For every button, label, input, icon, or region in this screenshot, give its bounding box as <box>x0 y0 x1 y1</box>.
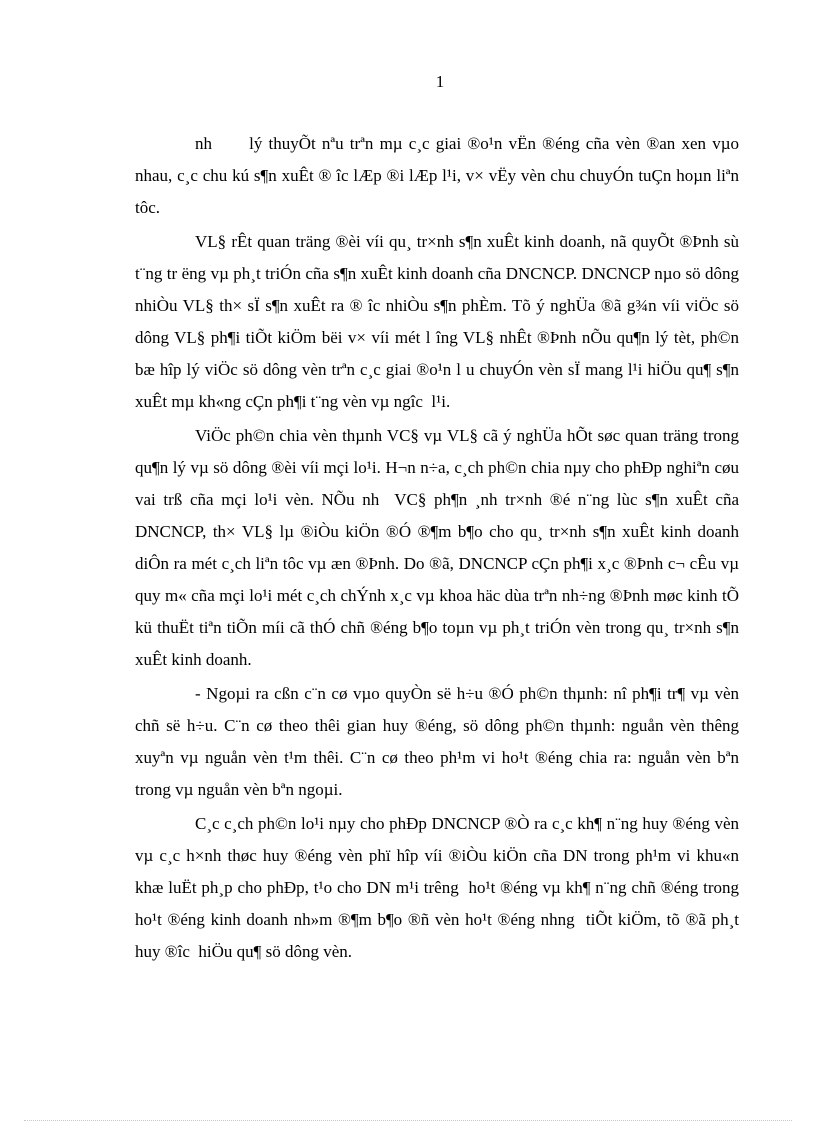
page-number: 1 <box>435 72 445 91</box>
paragraph: - Ngoµi ra cßn c¨n cø vµo quyÒn së h÷u ®Ó ph©n thµnh: nî ph¶i tr¶ vµ vèn chñ së h÷u. C¨n cø theo thêi gian huy ®éng, sö dông ph©n thµnh: nguån vèn thêng xuyªn vµ nguån vèn t¹m thêi. C¨n cø theo ph¹m vi ho¹t ®éng chia ra: nguån vèn bªn trong vµ nguån vèn bªn ngoµi. <box>135 684 748 799</box>
page-bottom-divider <box>24 1120 792 1121</box>
paragraph: VL§ rÊt quan träng ®èi víi qu¸ tr×nh s¶n xuÊt kinh doanh, nã quyÕt ®Þnh sù t¨ng tr ëng vµ ph¸t triÓn cña s¶n xuÊt kinh doanh cña DNCNCP. DNCNCP nµo sö dông nhiÒu VL§ th× sÏ s¶n xuÊt ra ® îc nhiÒu s¶n phÈm. Tõ ý nghÜa ®ã g¾n víi viÖc sö dông VL§ ph¶i tiÕt kiÖm bëi v× víi mét l îng VL§ nhÊt ®Þnh nÕu qu¶n lý tèt, ph©n bæ hîp lý viÖc sö dông vèn trªn c¸c giai ®o¹n l u chuyÓn vèn sÏ mang l¹i hiÖu qu¶ s¶n xuÊt mµ kh«ng cÇn ph¶i t¨ng vèn vµ ngîc l¹i. <box>135 232 744 411</box>
paragraph: nh lý thuyÕt nªu trªn mµ c¸c giai ®o¹n vËn ®éng cña vèn ®an xen vµo nhau, c¸c chu kú s¶n xuÊt ® îc lÆp ®i lÆp l¹i, v× vËy vèn chu chuyÓn tuÇn hoµn liªn tôc. <box>135 134 744 217</box>
paragraph: C¸c c¸ch ph©n lo¹i nµy cho phÐp DNCNCP ®Ò ra c¸c kh¶ n¨ng huy ®éng vèn vµ c¸c h×nh thøc huy ®éng vèn phï hîp víi ®iÒu kiÖn cña DN trong ph¹m vi khu«n khæ luËt ph¸p cho phÐp, t¹o cho DN m¹i trêng ho¹t ®éng vµ kh¶ n¨ng chñ ®éng trong ho¹t ®éng kinh doanh nh»m ®¶m b¶o ®ñ vèn ho¹t ®éng nhng tiÕt kiÖm, tõ ®ã ph¸t huy ®îc hiÖu qu¶ sö dông vèn. <box>135 814 744 961</box>
body-text <box>135 128 748 968</box>
paragraph: ViÖc ph©n chia vèn thµnh VC§ vµ VL§ cã ý nghÜa hÕt søc quan träng trong qu¶n lý vµ sö dông ®èi víi mçi lo¹i. H¬n n÷a, c¸ch ph©n chia nµy cho phÐp nghiªn cøu vai trß cña mçi lo¹i vèn. NÕu nh VC§ ph¶n ¸nh tr×nh ®é n¨ng lùc s¶n xuÊt cña DNCNCP, th× VL§ lµ ®iÒu kiÖn ®Ó ®¶m b¶o cho qu¸ tr×nh s¶n xuÊt kinh doanh diÔn ra mét c¸ch liªn tôc vµ æn ®Þnh. Do ®ã, DNCNCP cÇn ph¶i x¸c ®Þnh c¬ cÊu vµ quy m« cña mçi lo¹i mét c¸ch chÝnh x¸c vµ khoa häc dùa trªn nh÷ng ®Þnh møc kinh tÕ kü thuËt tiªn tiÕn míi cã thÓ chñ ®éng b¶o toµn vµ ph¸t triÓn vèn trong qu¸ tr×nh s¶n xuÊt kinh doanh. <box>135 426 744 669</box>
